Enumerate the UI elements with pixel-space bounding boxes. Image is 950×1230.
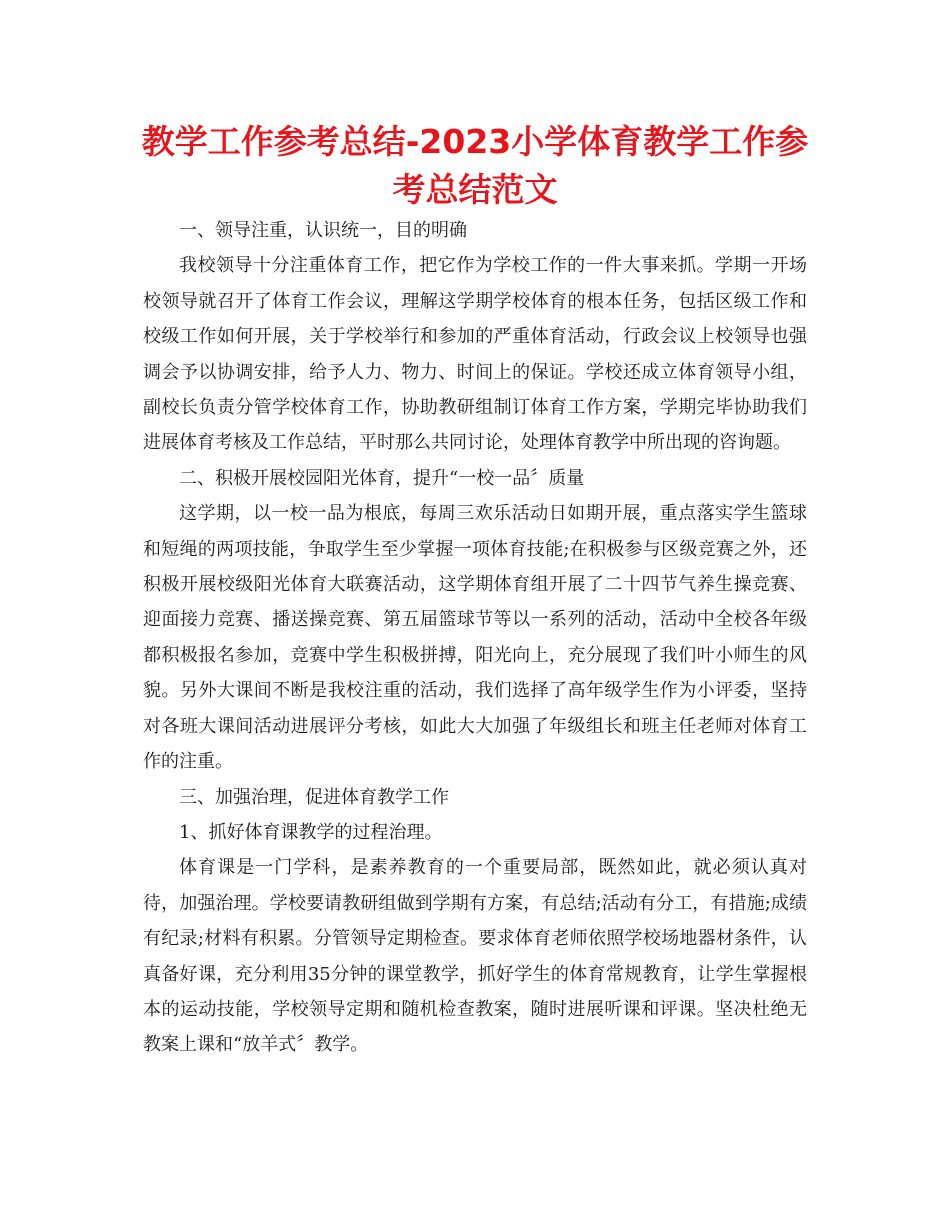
section-heading-3: 三、加强治理，促进体育教学工作 — [179, 786, 449, 808]
paragraph-1: 我校领导十分注重体育工作，把它作为学校工作的一件大事来抓。学期一开场校领导就召开了体育工作会议，理解这学期学校体育的根本任务，包括区级工作和校级工作如何开展，关于学校举行和参加的严重体育活动，行政会议上校领导也强调会予以协调安排，给予人力、物力、时间上的保证。学校还成立体育领导小组，副校长负责分管学校体育工作，协助教研组制订体育工作方案，学期完毕协助我们进展体育考核及工作总结，平时那么共同讨论，处理体育教学中所出现的咨询题。 — [143, 255, 807, 454]
paragraph-3: 体育课是一门学科，是素养教育的一个重要局部，既然如此，就必须认真对待，加强治理。学校要请教研组做到学期有方案，有总结;活动有分工，有措施;成绩有纪录;材料有积累。分管领导定期检查。要求体育老师依照学校场地器材条件，认真备好课，充分利用35分钟的课堂教学，抓好学生的体育常规教育，让学生掌握根本的运动技能，学校领导定期和随机检查教案，随时进展听课和评课。坚决杜绝无教案上课和“放羊式〞教学。 — [143, 857, 808, 1056]
section-heading-2: 二、积极开展校园阳光体育，提升“一校一品〞质量 — [179, 467, 585, 489]
subsection-heading-1: 1、抓好体育课教学的过程治理。 — [179, 821, 443, 843]
section-heading-1: 一、领导注重，认识统一，目的明确 — [179, 220, 467, 241]
document-title: 教学工作参考总结-2023小学体育教学工作参考总结范文 — [141, 122, 809, 209]
paragraph-2: 这学期，以一校一品为根底，每周三欢乐活动日如期开展，重点落实学生篮球和短绳的两项技能，争取学生至少掌握一项体育技能;在积极参与区级竞赛之外，还积极开展校级阳光体育大联赛活动，这学期体育组开展了二十四节气养生操竞赛、迎面接力竞赛、播送操竞赛、第五届篮球节等以一系列的活动，活动中全校各年级都积极报名参加，竞赛中学生积极拼搏，阳光向上，充分展现了我们叶小师生的风貌。另外大课间不断是我校注重的活动，我们选择了高年级学生作为小评委，坚持对各班大课间活动进展评分考核，如此大大加强了年级组长和班主任老师对体育工作的注重。 — [143, 503, 807, 773]
document-body — [143, 213, 807, 1063]
